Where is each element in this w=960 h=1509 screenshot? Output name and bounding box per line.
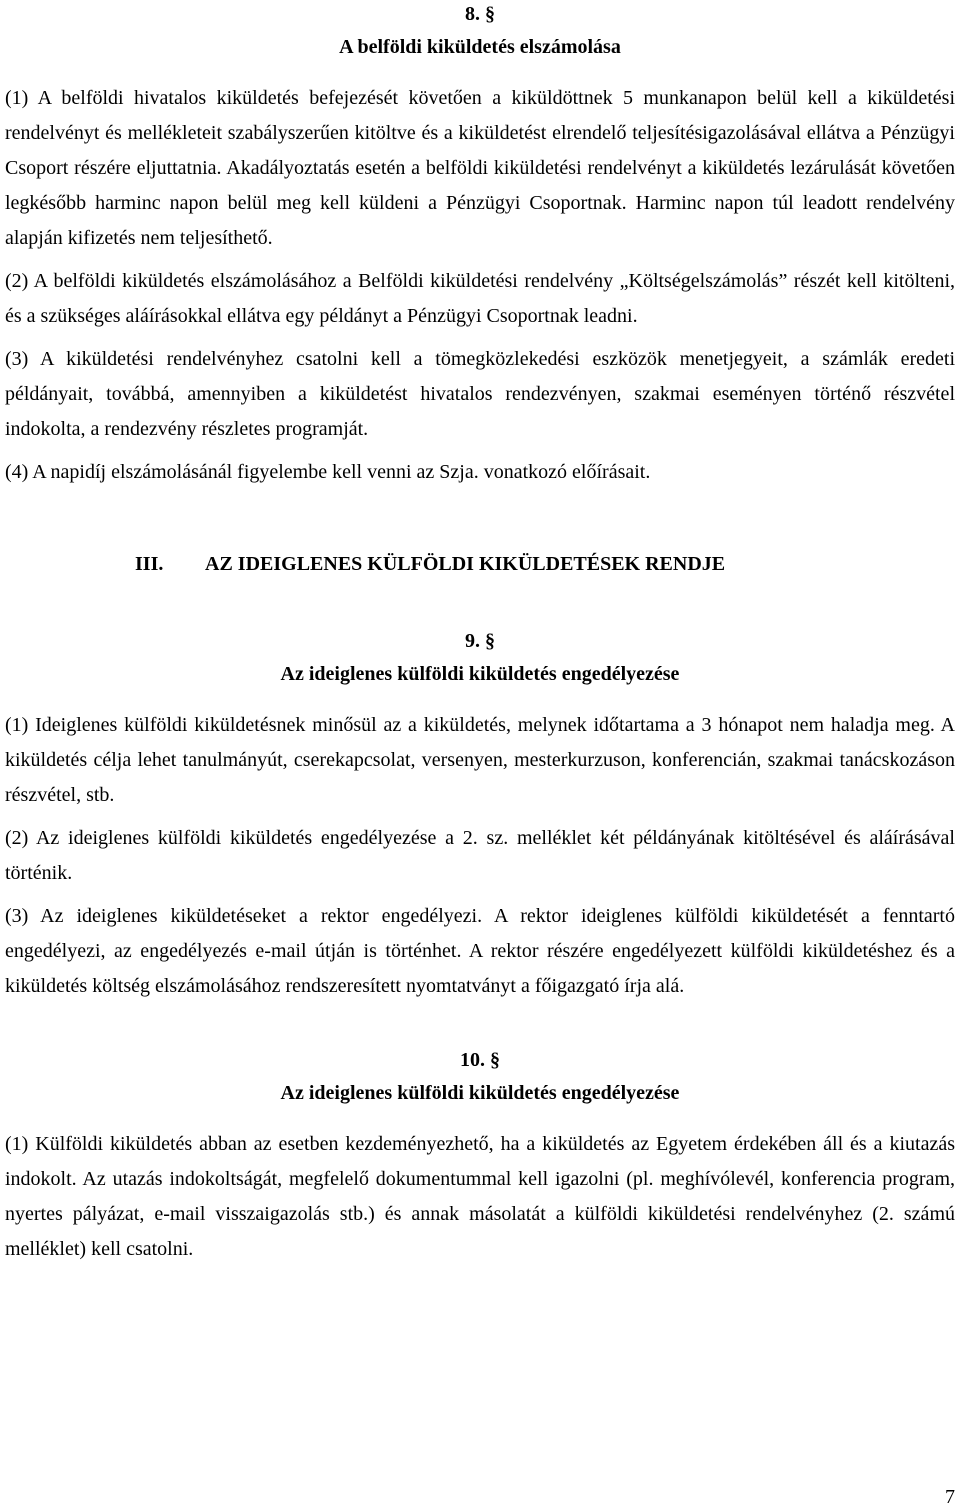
section-8-paragraph-2: (2) A belföldi kiküldetés elszámolásához a Belföldi kiküldetési rendelvény „Költségelszámolás” részét kell kitölteni, és a szükséges aláírásokkal ellátva egy példányt a Pénzügyi Csoportnak leadni. [5,270,955,327]
section-8-number: 8. § [465,3,495,25]
section-8-title: A belföldi kiküldetés elszámolása [339,36,621,58]
section-9-paragraph-3: (3) Az ideiglenes kiküldetéseket a rektor engedélyezi. A rektor ideiglenes külföldi kiküldetését a fenntartó engedélyezi, az engedélyezés e-mail útján is történhet. A rektor részére engedélyezett külföldi kiküldetéshez és a kiküldetés költség elszámolásához rendszeresített nyomtatványt a főigazgató írja alá. [5,905,955,997]
section-10-paragraph-1: (1) Külföldi kiküldetés abban az esetben kezdeményezhető, ha a kiküldetés az Egyetem érdekében áll és a kiutazás indokolt. Az utazás indokoltságát, megfelelő dokumentummal kell igazolni (pl. meghívólevél, konferencia program, nyertes pályázat, e-mail visszaigazolás stb.) és annak másolatát a külföldi kiküldetési rendelvényhez (2. számú melléklet) kell csatolni. [5,1133,955,1260]
section-9-number: 9. § [465,630,495,652]
document-page [5,0,955,1267]
section-8-paragraph-1: (1) A belföldi hivatalos kiküldetés befejezését követően a kiküldöttnek 5 munkanapon belül kell a kiküldetési rendelvényt és mellékleteit szabályszerűen kitöltve és a kiküldetést elrendelő teljesítésigazolásával ellátva a Pénzügyi Csoport részére eljuttatnia. Akadályoztatás esetén a belföldi kiküldetési rendelvényt a kiküldetés lezárulását követően legkésőbb harminc napon belül meg kell küldeni a Pénzügyi Csoportnak. Harminc napon túl leadott rendelvény alapján kifizetés nem teljesíthető. [5,87,955,249]
chapter-3-title: AZ IDEIGLENES KÜLFÖLDI KIKÜLDETÉSEK RENDJE [205,553,726,575]
chapter-3-heading [5,552,955,576]
chapter-3-roman: III. [135,553,164,575]
section-10-number: 10. § [460,1049,500,1071]
section-9-title: Az ideiglenes külföldi kiküldetés engedélyezése [280,663,680,685]
section-9-paragraph-2: (2) Az ideiglenes külföldi kiküldetés engedélyezése a 2. sz. melléklet két példányának kitöltésével és aláírásával történik. [5,827,955,884]
section-10-title: Az ideiglenes külföldi kiküldetés engedélyezése [280,1082,680,1104]
section-8-paragraph-4: (4) A napidíj elszámolásánál figyelembe kell venni az Szja. vonatkozó előírásait. [5,461,651,483]
page-number: 7 [945,1486,955,1508]
section-9-paragraph-1: (1) Ideiglenes külföldi kiküldetésnek minősül az a kiküldetés, melynek időtartama a 3 hónapot nem haladja meg. A kiküldetés célja lehet tanulmányút, cserekapcsolat, versenyen, mesterkurzuson, konferencián, szakmai tanácskozáson részvétel, stb. [5,714,955,806]
section-8-paragraph-3: (3) A kiküldetési rendelvényhez csatolni kell a tömegközlekedési eszközök menetjegyeit, a számlák eredeti példányait, továbbá, amennyiben a kiküldetést hivatalos rendezvényen, szakmai eseményen történő részvétel indokolta, a rendezvény részletes programját. [5,348,955,440]
